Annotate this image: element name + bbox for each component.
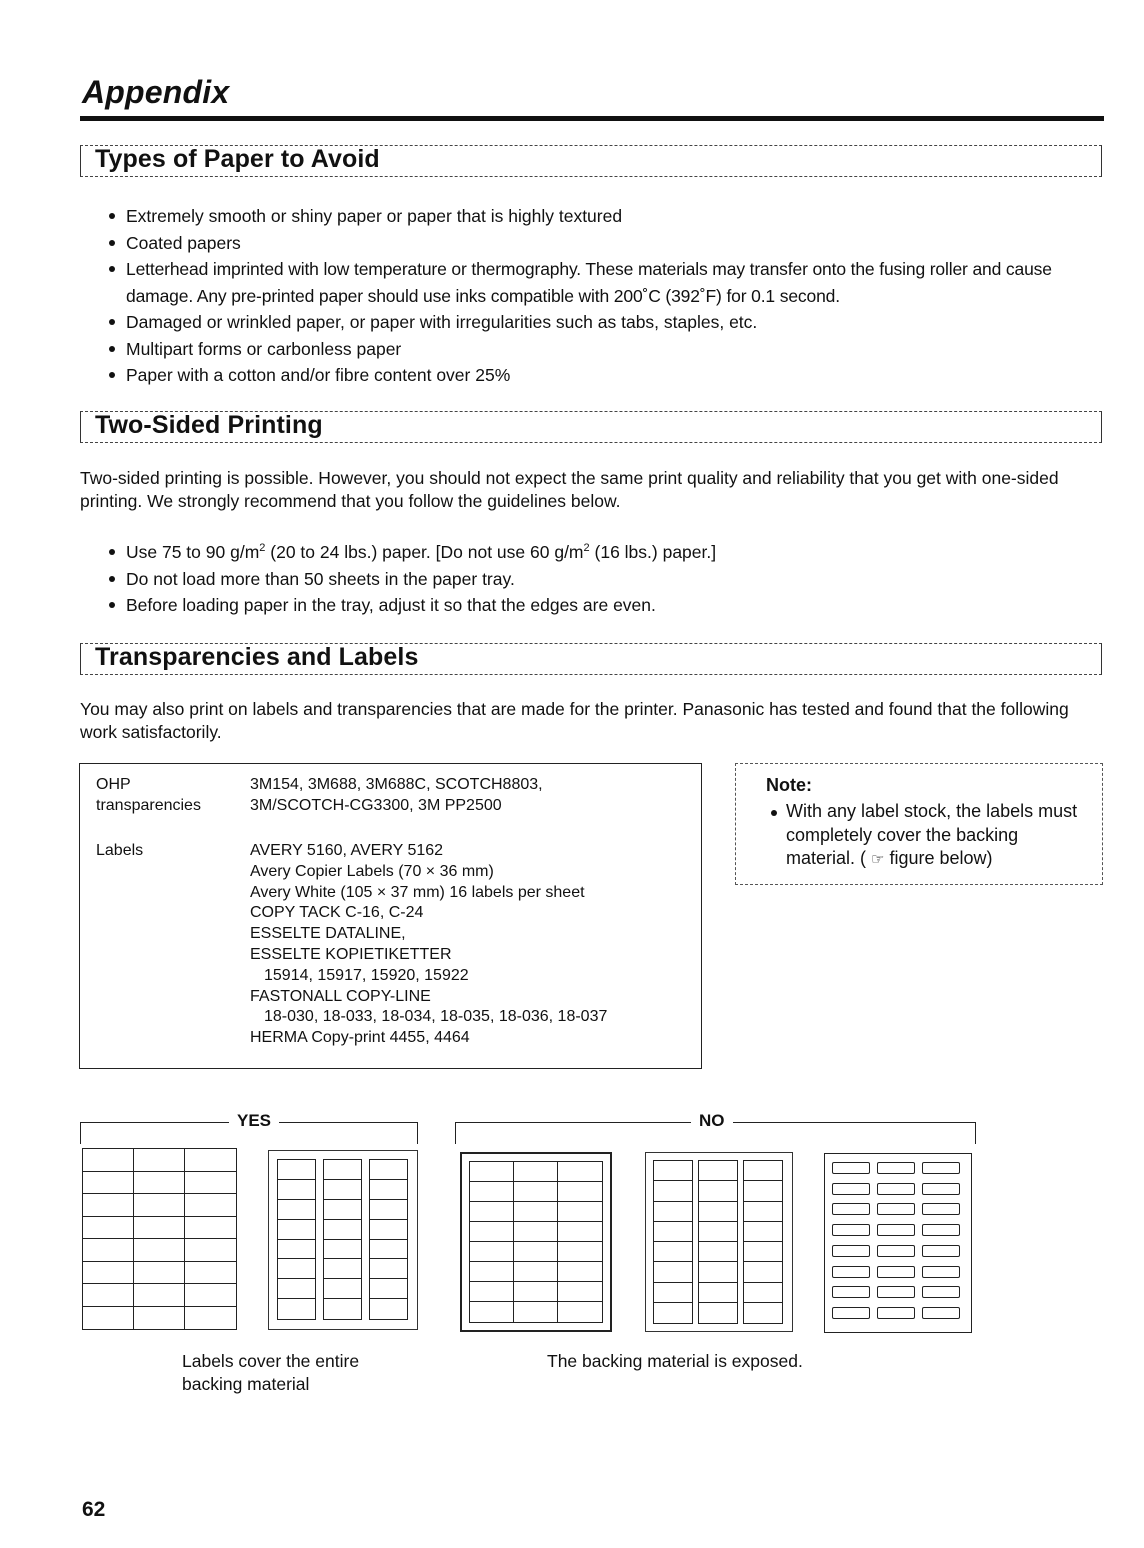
no-bracket (455, 1111, 976, 1144)
label (744, 1242, 782, 1262)
label (514, 1202, 558, 1222)
product-line: 3M154, 3M688, 3M688C, SCOTCH8803, (250, 776, 543, 793)
superscript: 2 (583, 542, 590, 554)
list-item: Paper with a cotton and/or fibre content over 25% (104, 362, 1094, 389)
label (558, 1222, 602, 1242)
label (744, 1161, 782, 1181)
label (278, 1200, 315, 1220)
label (699, 1161, 737, 1181)
list-item: Do not load more than 50 sheets in the paper tray. (104, 566, 1094, 593)
label (134, 1262, 185, 1285)
label (470, 1262, 514, 1282)
label (699, 1303, 737, 1323)
label (744, 1283, 782, 1303)
label (877, 1162, 915, 1174)
label-grid (653, 1160, 693, 1324)
label (558, 1262, 602, 1282)
label (832, 1286, 870, 1298)
text: figure below) (884, 848, 993, 868)
label (370, 1240, 407, 1260)
list-item: Before loading paper in the tray, adjust it so that the edges are even. (104, 592, 1094, 619)
label (654, 1262, 692, 1282)
label (134, 1307, 185, 1330)
category-line: transparencies (96, 796, 201, 814)
label (832, 1203, 870, 1215)
label (278, 1299, 315, 1319)
page-number: 62 (82, 1498, 106, 1521)
text: (16 lbs.) paper.] (589, 542, 717, 562)
no-label: NO (691, 1111, 733, 1131)
note-box (735, 763, 1103, 885)
list-item: Coated papers (104, 230, 1094, 257)
product-line: Avery Copier Labels (70 × 36 mm) (250, 862, 494, 880)
label (922, 1203, 960, 1215)
label (744, 1181, 782, 1201)
label-grid (698, 1160, 738, 1324)
label (278, 1240, 315, 1260)
label (470, 1282, 514, 1302)
label (83, 1239, 134, 1262)
label (370, 1220, 407, 1240)
label (134, 1217, 185, 1240)
label (699, 1202, 737, 1222)
label (558, 1282, 602, 1302)
label (83, 1284, 134, 1307)
title-rule (80, 116, 1104, 121)
label (654, 1181, 692, 1201)
label (185, 1172, 236, 1195)
label-grid (82, 1148, 237, 1330)
section-heading-text: Types of Paper to Avoid (95, 145, 380, 173)
label (324, 1200, 361, 1220)
label (699, 1181, 737, 1201)
label (83, 1307, 134, 1330)
label (185, 1307, 236, 1330)
label (370, 1279, 407, 1299)
bullet-dot (771, 810, 777, 816)
backing-sheet (268, 1150, 418, 1330)
label (877, 1266, 915, 1278)
label (83, 1262, 134, 1285)
product-line: HERMA Copy-print 4455, 4464 (250, 1029, 470, 1047)
product-line: 3M/SCOTCH-CG3300, 3M PP2500 (250, 796, 502, 814)
label (877, 1307, 915, 1319)
product-values (250, 841, 607, 1049)
label (324, 1160, 361, 1180)
text: (20 to 24 lbs.) paper. [Do not use 60 g/m (265, 542, 584, 562)
label (558, 1242, 602, 1262)
product-line: Avery White (105 × 37 mm) 16 labels per sheet (250, 883, 585, 901)
label (134, 1194, 185, 1217)
label (514, 1282, 558, 1302)
label (744, 1202, 782, 1222)
label (744, 1262, 782, 1282)
label (654, 1222, 692, 1242)
label (83, 1217, 134, 1240)
label (185, 1239, 236, 1262)
product-category (96, 775, 236, 817)
label (278, 1279, 315, 1299)
product-values (250, 775, 543, 817)
section-heading-paper-to-avoid (80, 145, 1102, 177)
paper-to-avoid-list (104, 203, 1094, 389)
label (558, 1302, 602, 1322)
label (134, 1149, 185, 1172)
label (744, 1222, 782, 1242)
pointing-hand-icon: ☞ (871, 851, 885, 868)
label (185, 1284, 236, 1307)
label (324, 1259, 361, 1279)
label (324, 1180, 361, 1200)
yes-caption: Labels cover the entire backing material (182, 1351, 360, 1394)
label (324, 1220, 361, 1240)
product-line: ESSELTE DATALINE, (250, 925, 406, 943)
label (699, 1262, 737, 1282)
label (185, 1262, 236, 1285)
label (134, 1172, 185, 1195)
label (370, 1259, 407, 1279)
label (514, 1242, 558, 1262)
label-grid (323, 1159, 362, 1320)
label (324, 1299, 361, 1319)
label (370, 1200, 407, 1220)
label (514, 1262, 558, 1282)
list-item (104, 539, 1094, 566)
label (83, 1194, 134, 1217)
label (470, 1242, 514, 1262)
label (922, 1307, 960, 1319)
label (514, 1182, 558, 1202)
label-grid (277, 1159, 316, 1320)
label (699, 1283, 737, 1303)
label (278, 1259, 315, 1279)
category-line: Labels (96, 842, 144, 859)
product-line: COPY TACK C-16, C-24 (250, 904, 424, 922)
label-grid (369, 1159, 408, 1320)
label (832, 1307, 870, 1319)
category-line: OHP (96, 776, 131, 793)
note-title: Note: (766, 775, 812, 795)
label (654, 1283, 692, 1303)
label (744, 1303, 782, 1323)
label (278, 1220, 315, 1240)
label (922, 1266, 960, 1278)
list-item: Letterhead imprinted with low temperature or thermography. These materials may transfer onto the fusing roller and cause damage. Any pre-printed paper should use inks compatible with 200˚C (392˚F) for 0.1 second. (104, 256, 1094, 309)
section-heading-text: Transparencies and Labels (95, 643, 419, 671)
label (278, 1180, 315, 1200)
text: Use 75 to 90 g/m (126, 542, 260, 562)
label (470, 1202, 514, 1222)
section-heading-transparencies-labels (80, 643, 1102, 675)
list-item: Damaged or wrinkled paper, or paper with irregularities such as tabs, staples, etc. (104, 309, 1094, 336)
label (654, 1242, 692, 1262)
label (877, 1224, 915, 1236)
transparencies-intro: You may also print on labels and transparencies that are made for the printer. Panasonic has tested and found that the following work satisfactorily. (80, 699, 1069, 742)
label (922, 1286, 960, 1298)
label (654, 1303, 692, 1323)
label (185, 1194, 236, 1217)
label (324, 1240, 361, 1260)
label (558, 1162, 602, 1182)
label (470, 1182, 514, 1202)
product-line: AVERY 5160, AVERY 5162 (250, 842, 444, 859)
no-caption: The backing material is exposed. (547, 1351, 803, 1371)
label (185, 1217, 236, 1240)
product-list-box (79, 763, 702, 1069)
label (278, 1160, 315, 1180)
product-category (96, 841, 236, 862)
label (134, 1239, 185, 1262)
label (514, 1162, 558, 1182)
label (699, 1222, 737, 1242)
label (514, 1302, 558, 1322)
backing-sheet (460, 1152, 612, 1332)
label (370, 1299, 407, 1319)
text: With any label stock, the labels must completely cover the backing material. ( (786, 801, 1078, 868)
label-grid (743, 1160, 783, 1324)
section-heading-two-sided (80, 411, 1102, 443)
product-line: FASTONALL COPY-LINE (250, 987, 431, 1005)
label (922, 1224, 960, 1236)
two-sided-guidelines-list (104, 539, 1094, 619)
backing-sheet (645, 1152, 793, 1332)
label (324, 1279, 361, 1299)
label (470, 1222, 514, 1242)
label (83, 1172, 134, 1195)
two-sided-intro: Two-sided printing is possible. However, you should not expect the same print quality and reliability that you get with one-sided printing. We strongly recommend that you follow the guidelines below. (80, 468, 1059, 511)
label (370, 1160, 407, 1180)
label (832, 1245, 870, 1257)
label (514, 1222, 558, 1242)
label (832, 1183, 870, 1195)
label (922, 1183, 960, 1195)
yes-label: YES (229, 1111, 279, 1131)
label (877, 1286, 915, 1298)
label (832, 1224, 870, 1236)
list-item: Extremely smooth or shiny paper or paper that is highly textured (104, 203, 1094, 230)
label (83, 1149, 134, 1172)
note-text (786, 800, 1086, 872)
yes-bracket (80, 1111, 418, 1144)
label (832, 1266, 870, 1278)
superscript: 2 (259, 542, 266, 554)
label (654, 1202, 692, 1222)
label (877, 1203, 915, 1215)
list-item: Multipart forms or carbonless paper (104, 336, 1094, 363)
label (370, 1180, 407, 1200)
label (470, 1302, 514, 1322)
label (654, 1161, 692, 1181)
label (558, 1202, 602, 1222)
label (922, 1245, 960, 1257)
label (832, 1162, 870, 1174)
section-heading-text: Two-Sided Printing (95, 411, 323, 439)
product-line: 15914, 15917, 15920, 15922 (264, 966, 469, 984)
label (699, 1242, 737, 1262)
label (922, 1162, 960, 1174)
label (558, 1182, 602, 1202)
page-title: Appendix (82, 74, 230, 110)
label (470, 1162, 514, 1182)
product-line: ESSELTE KOPIETIKETTER (250, 945, 452, 963)
label (877, 1245, 915, 1257)
label (877, 1183, 915, 1195)
label (134, 1284, 185, 1307)
product-line: 18-030, 18-033, 18-034, 18-035, 18-036, 18-037 (264, 1008, 608, 1026)
label (185, 1149, 236, 1172)
backing-sheet (824, 1153, 972, 1333)
label-grid (469, 1161, 603, 1323)
